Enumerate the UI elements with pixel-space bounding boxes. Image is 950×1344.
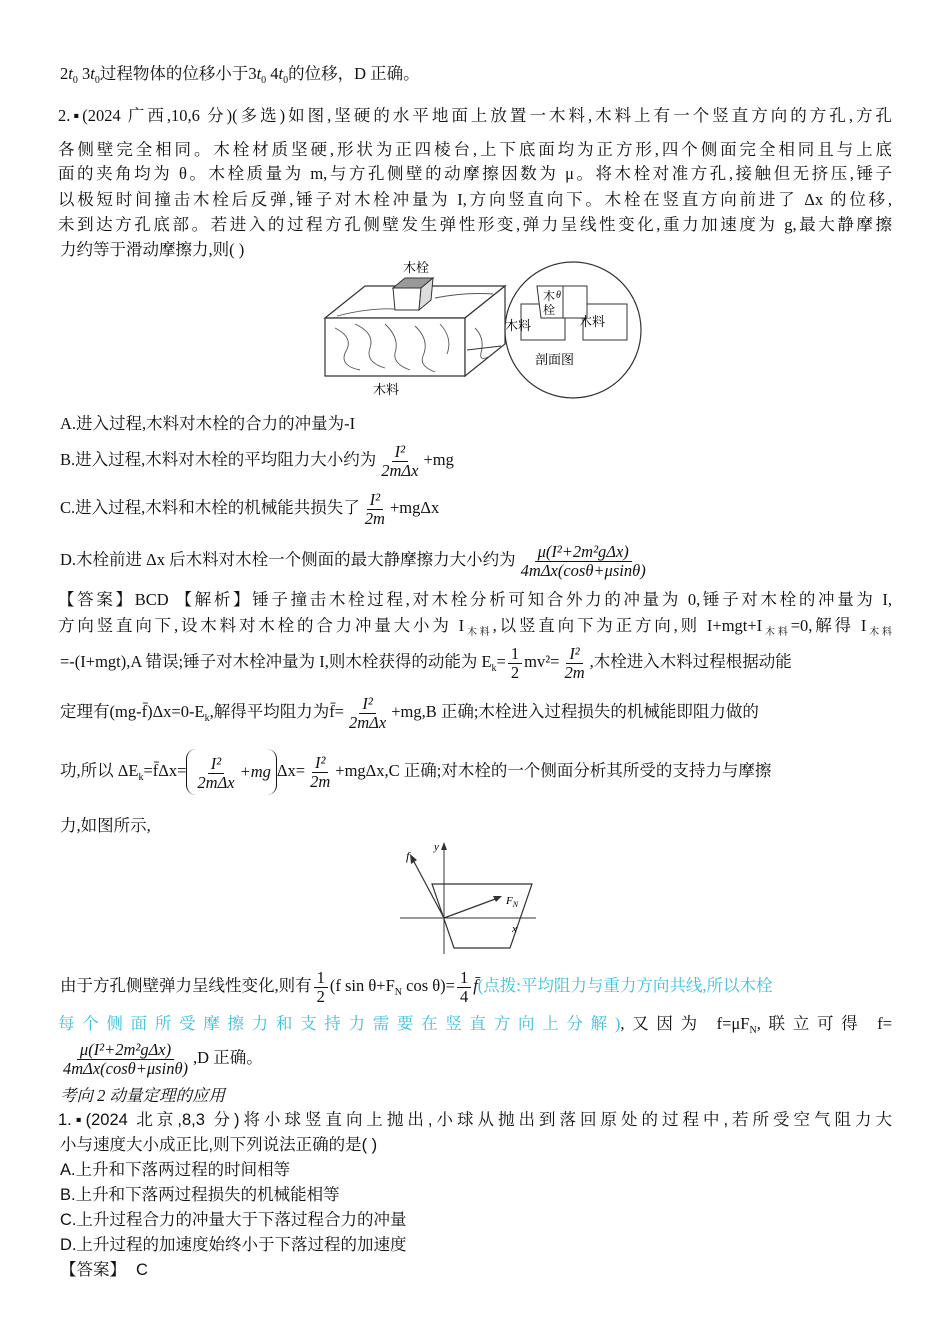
- q2-option-d: D.木栓前进 Δx 后木料对木栓一个侧面的最大静摩擦力大小约为 $\frac{\text{μ(I²+2m²gΔx)}}{\text{4mΔx(cosθ+μsinθ)}}$: [60, 541, 646, 580]
- q2-option-b: B.进入过程,木料对木栓的平均阻力大小约为 $\frac{\text{I²}}{\text{2mΔx}}$ +mg: [60, 441, 454, 480]
- label-wood-left: 木料: [505, 318, 532, 333]
- section-title: 考向 2 动量定理的应用: [60, 1086, 225, 1105]
- q2-stem-line-2: 各侧壁完全相同。木栓材质坚硬,形状为正四棱台,上下底面均为正方形,四个侧面完全相同且与上底: [58, 140, 892, 159]
- wood-peg-figure: [315, 258, 645, 408]
- q2-stem-line-3: 面的夹角均为 θ。木栓质量为 m,与方孔侧壁的动摩擦因数为 μ。将木栓对准方孔,接触但无挤压,锤子: [58, 164, 892, 183]
- q2-stem-line-4: 以极短时间撞击木栓后反弹,锤子对木栓冲量为 I,方向竖直向下。木栓在竖直方向前进了 Δx 的位移,: [58, 190, 892, 209]
- q2-answer-line-1: 【答案】BCD 【解析】锤子撞击木栓过程,对木栓分析可知合外力的冲量为 0,锤子对木栓的冲量为 I,: [58, 590, 892, 609]
- q1-option-d: D.上升过程的加速度始终小于下落过程的加速度: [60, 1236, 407, 1254]
- q1-option-a: A.上升和下落两过程的时间相等: [60, 1161, 291, 1179]
- q2-answer-line-4: 定理有$(mg-f̄)\Delta x=0-E_k$,解得平均阻力为f̄= $\frac{\text{I²}}{\text{2mΔx}}$ +mg,B 正确;木栓进入过程损失的机械能即阻力做的: [60, 693, 759, 732]
- q2-stem-line-5: 未到达方孔底部。若进入的过程方孔侧壁发生弹性形变,弹力呈线性变化,重力加速度为 g,最大静摩擦: [58, 215, 892, 234]
- q2-answer-line-7: 由于方孔侧壁弹力呈线性变化,则有 $\frac{1}{2}$ (f $\sin \theta+F_N$ cos θ)= $\frac{1}{4}$ f̄(点拨:平均阻力与重力方向共线,所以木栓: [60, 967, 773, 1006]
- label-f: f: [406, 849, 410, 863]
- hint-text-2: 每个侧面所受摩擦力和支持力需要在竖直方向上分解): [58, 1014, 621, 1033]
- label-section: 剖面图: [535, 352, 575, 367]
- q2-option-a: A.进入过程,木料对木栓的合力的冲量为-I: [60, 414, 356, 433]
- block-front: [325, 318, 465, 376]
- peg-trapezoid: [432, 884, 532, 948]
- label-y: y: [434, 841, 439, 853]
- y-axis-arrow: [441, 842, 447, 850]
- q2-answer-line-6: 力,如图所示,: [60, 816, 151, 835]
- q2-answer-line-8: 每个侧面所受摩擦力和支持力需要在竖直方向上分解),又因为 $f=\mu F_N$,联立可得 f=: [58, 1014, 892, 1036]
- q1-option-c: C.上升过程合力的冲量大于下落过程合力的冲量: [60, 1211, 407, 1229]
- peg-front: [393, 288, 421, 310]
- label-wood-right: 木料: [579, 314, 606, 329]
- q2-option-c: C.进入过程,木料和木栓的机械能共损失了 $\frac{\text{I²}}{2m}$ +mgΔx: [60, 489, 440, 528]
- q2-answer-line-3: =-(I+mgt),A 错误;锤子对木栓冲量为 I,则木栓获得的动能为 $E_k=$ $\frac{1}{2}$ mv²= $\frac{\text{I²}}{2m}$ ,木栓进入木料过程根据动能: [60, 643, 792, 682]
- label-theta: θ: [556, 290, 561, 301]
- friction-arrow: [410, 854, 417, 864]
- friction-vector: [412, 858, 444, 918]
- label-wood-bottom: 木料: [373, 382, 400, 397]
- label-peg-section-2: 栓: [543, 303, 556, 317]
- force-diagram: [398, 836, 558, 960]
- label-peg-section-1: 木: [543, 289, 556, 303]
- hint-text-1: (点拨:平均阻力与重力方向共线,所以木栓: [477, 976, 773, 995]
- prev-answer-tail: $2t_0$ $3t_0$过程物体的位移小于$3t_0$ $4t_0$的位移，D 正确。: [60, 64, 420, 86]
- q1-stem-line-1: 1.▪(2024 北京,8,3 分)将小球竖直向上抛出,小球从抛出到落回原处的过程中,若所受空气阻力大: [58, 1111, 892, 1129]
- q2-stem-line-1: 2.▪(2024 广西,10,6 分)(多选)如图,坚硬的水平地面上放置一木料,木料上有一个竖直方向的方孔,方孔: [58, 106, 892, 125]
- label-peg-top: 木栓: [403, 260, 430, 275]
- q2-answer-line-5: 功,所以 $\Delta E_k=f̄\Delta x=$ $\frac{\text{I²}}{\text{2mΔx}}$ +mg Δx= $\frac{\text{I²}}{2m}$ +mgΔx,C 正确;对木栓的一个侧面分析其所受的支持力与摩擦: [60, 748, 771, 801]
- q1-answer: 【答案】 C: [60, 1261, 148, 1279]
- q2-answer-line-9: $\frac{\text{μ(I²+2m²gΔx)}}{\text{4mΔx(cosθ+μsinθ)}}$ ,D 正确。: [63, 1039, 263, 1078]
- q2-stem-line-6: 力约等于滑动摩擦力,则( ): [60, 240, 245, 259]
- normal-vector: [444, 898, 498, 918]
- label-x: x: [512, 923, 517, 935]
- q1-option-b: B.上升和下落两过程损失的机械能相等: [60, 1186, 340, 1204]
- q2-answer-line-2: 方向竖直向下,设木料对木栓的合力冲量大小为 $I_{木料}$,以竖直向下为正方向,则 $I+mgt+I_{木料}=0$,解得 $I_{木料}$: [58, 616, 893, 638]
- q1-stem-line-2: 小与速度大小成正比,则下列说法正确的是( ): [60, 1136, 378, 1154]
- label-fn: $F_N$: [506, 895, 519, 909]
